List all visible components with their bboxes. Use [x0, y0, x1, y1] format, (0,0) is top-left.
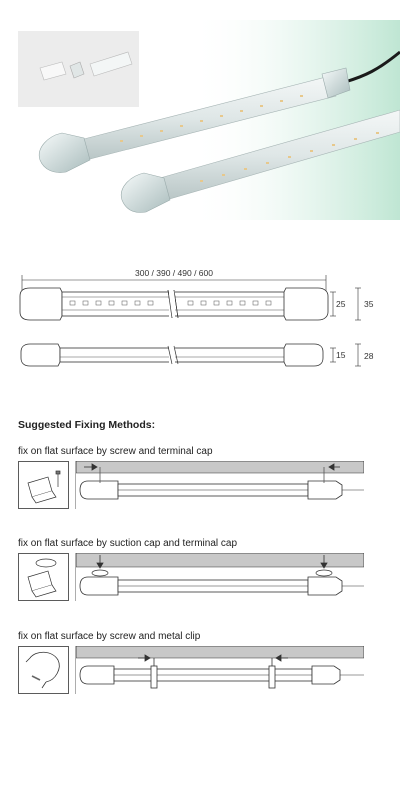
profile-a-outer: 35: [364, 299, 374, 309]
profile-b-outer: 28: [364, 351, 374, 361]
tube-profile-a: [20, 288, 374, 320]
profile-a-inner: 25: [336, 299, 346, 309]
method-2-diagram: [18, 553, 364, 601]
method-3-diagram: [18, 646, 364, 694]
product-photo: [0, 0, 400, 240]
method-1-label: fix on flat surface by screw and terminal cap: [18, 446, 213, 457]
tube-with-caps: [80, 481, 364, 499]
profile-b-inner: 15: [336, 350, 346, 360]
method-2-label: fix on flat surface by suction cap and terminal cap: [18, 538, 238, 549]
suction-cup-right: [316, 570, 332, 576]
length-label: 300 / 390 / 490 / 600: [135, 268, 213, 278]
suction-cup-left: [92, 570, 108, 576]
tube-with-caps: [80, 577, 364, 595]
inset-photo: [18, 31, 139, 107]
method-3-label: fix on flat surface by screw and metal clip: [18, 631, 201, 642]
fixing-methods-title: Suggested Fixing Methods:: [18, 419, 156, 431]
tube-with-caps: [80, 666, 364, 684]
method-1-diagram: [18, 461, 364, 509]
dimension-drawing: [0, 262, 400, 382]
tube-profile-b: [21, 344, 374, 366]
